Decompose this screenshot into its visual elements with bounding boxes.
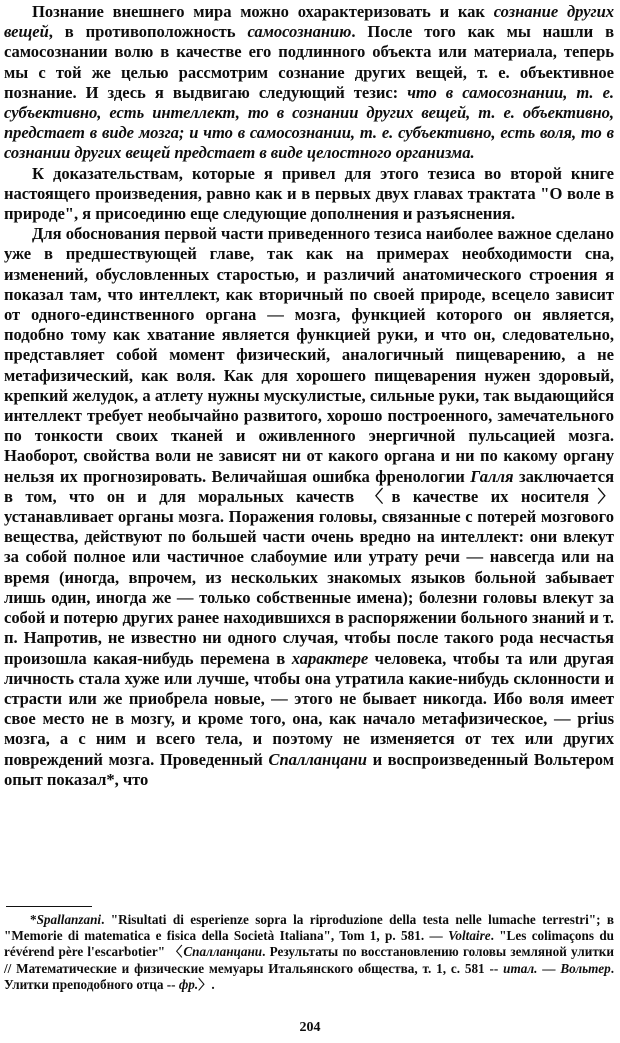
text-run: 〉. <box>198 976 215 992</box>
italic-run: фр. <box>178 976 199 992</box>
italic-run: сознание других вещей <box>4 2 615 42</box>
text-run: Для обоснования первой части приведенного тезиса наиболее важное сделано уже в предшествующей главе, так как на примерах необходимости сна, изменений, обусловленных старостью, и различий анатомического строения я показал там, что интеллект, как вторичный по своей природе, всецело зависит от одного-единственного органа — мозга, функцией которого он является, подобно тому как хватание является функцией руки, и что он, следовательно, представляет собой момент физический, аналогичный пищеварению, а не метафизический, как воля. Как для хорошего пищеварения нужен здоровый, крепкий желудок, а атлету нужны мускулистые, сильные руки, так выдающийся интеллект требует необычайно развитого, хорошо построенного, замечательного по тонкости своих тканей и оживленного энергичной пульсацией мозга. Наоборот, свойства воли не зависят ни от какого органа и ни по какому органу нельзя их прогнозировать. Величайшая ошибка френологии <box>4 224 614 486</box>
paragraph <box>4 2 614 164</box>
text-run: К доказательствам, которые я привел для этого тезиса во второй книге настоящего произведения, равно как и в первых двух главах трактата "О воле в природе", я присоединю еще следующие дополнения и разъяснения. <box>4 163 614 224</box>
text-run: . После того как мы нашли в самосознании волю в качестве его подлинного объекта или материала, теперь мы с той же целью рассмотрим сознание других вещей, т. е. объективное познание. И здесь я выдвигаю следующий тезис: <box>4 22 614 102</box>
paragraph <box>4 164 614 225</box>
text-run: . Улитки преподобного отца -- <box>4 960 615 992</box>
footnote <box>4 912 614 993</box>
italic-run: что в самосознании, т. е. субъективно, есть интеллект, то в сознании других вещей, т. е. объективно, предстает в виде мозга; и что в самосознании, т. е. субъективно, есть воля, то в сознании других вещей предстает в виде целостного организма. <box>4 82 615 163</box>
footnote-text <box>4 912 614 993</box>
text-run: . "Les colimaçons du révérend père l'escarbotier" 〈 <box>4 928 614 960</box>
text-run: . Результаты по восстановлению головы земляной улитки // Математические и физические мемуары Итальянского общества, т. 1, с. 581 -- <box>4 944 614 976</box>
book-page <box>0 2 620 1043</box>
italic-run: характере <box>291 648 369 668</box>
italic-run: Галля <box>470 466 514 486</box>
text-run: — <box>537 960 561 976</box>
italic-run: итал. <box>503 960 538 976</box>
italic-run: самосознанию <box>247 22 352 42</box>
text-run: и воспроизведенный Вольтером опыт показал*, что <box>4 749 614 789</box>
text-run: , в противоположность <box>48 22 248 42</box>
page-number: 204 <box>299 1020 321 1035</box>
text-run: человека, чтобы та или другая личность стала хуже или лучше, чтобы она утратила какие-нибудь склонности и страсти или же приобрела новые, — этого не бывает никогда. Ибо воля имеет свое место не в мозгу, и кроме того, она, как начало метафизическое, — prius мозга, а с ним и всего тела, и поэтому не изменяется от тех или других повреждений мозга. Проведенный <box>4 648 614 769</box>
text-run: . "Risultati di esperienze sopra la riproduzione della testa nelle lumache terrestri"; в "Memorie di matematica e fisica della Società Italiana", Tom 1, p. 581. — <box>4 912 614 944</box>
italic-run: Voltaire <box>448 928 491 944</box>
italic-run: Спалланцани <box>268 749 367 769</box>
paragraph <box>4 224 614 790</box>
footnote-separator <box>6 906 92 907</box>
text-run: заключается в том, что он и для моральных качеств 〈в качестве их носителя〉 устанавливает органы мозга. Поражения головы, связанные с потерей мозгового вещества, действуют по большей части очень вредно на интеллект: они влекут за собой полное или частичное слабоумие или утрату речи — навсегда или на время (иногда, впрочем, из нескольких знакомых языков больной забывает лишь один, иногда же — только собственные имена); болезни головы влекут за собой и потерю других ранее находившихся в распоряжении больного знаний и т. п. Напротив, не известно ни одного случая, чтобы после такого рода несчастья произошла какая-нибудь перемена в <box>4 466 614 668</box>
italic-run: Вольтер <box>560 960 611 976</box>
italic-run: Спалланцани <box>183 944 263 960</box>
italic-run: Spallanzani <box>36 912 102 927</box>
text-run: * <box>30 912 37 927</box>
text-run: Познание внешнего мира можно охарактеризовать и как <box>32 2 494 21</box>
main-text <box>4 2 614 790</box>
